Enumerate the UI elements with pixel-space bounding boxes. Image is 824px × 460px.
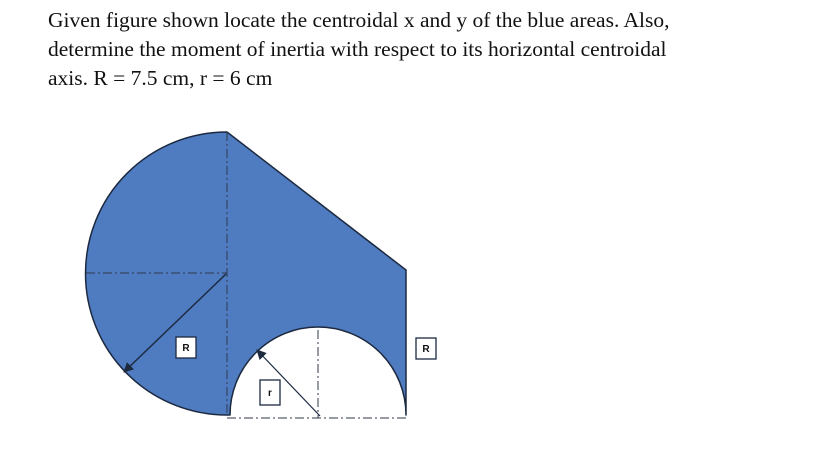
r-label: r: [268, 388, 272, 399]
problem-line-2: determine the moment of inertia with respect to its horizontal centroidal: [48, 37, 667, 61]
R-label-left: R: [182, 343, 190, 354]
problem-line-3: axis. R = 7.5 cm, r = 6 cm: [48, 66, 273, 90]
problem-line-1: Given figure shown locate the centroidal x and y of the blue areas. Also,: [48, 8, 670, 32]
R-label-right: R: [422, 344, 430, 355]
